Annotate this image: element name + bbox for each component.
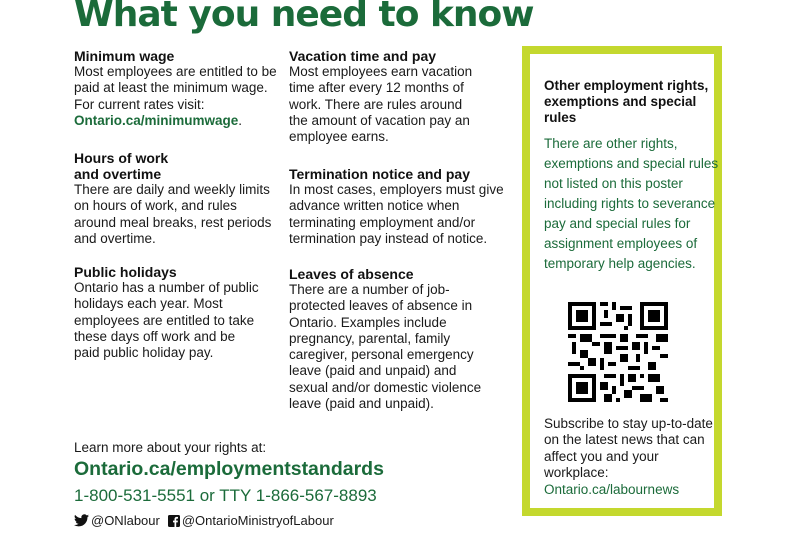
twitter-link[interactable] bbox=[74, 513, 160, 528]
page-title: What you need to know bbox=[74, 0, 534, 35]
section-body: There are daily and weekly limits on hours of work, and rules around meal breaks, rest periods and overtime. bbox=[74, 182, 272, 246]
section-body: There are a number of job-protected leaves of absence in Ontario. Examples include pregnancy, parental, family caregiver, personal emergency leave (paid and unpaid) and sexual and/or domestic violence leave (paid and unpaid). bbox=[289, 282, 482, 412]
section-body: In most cases, employers must give advance written notice when terminating employment and/or termination pay instead of notice. bbox=[289, 182, 504, 246]
section-body: Ontario has a number of public holidays each year. Most employees are entitled to take these days off work and be paid public holiday pay. bbox=[74, 280, 259, 361]
section-minimum-wage bbox=[74, 48, 279, 129]
section-body: Most employees earn vacation time after every 12 months of work. There are rules around the amount of vacation pay an employee earns. bbox=[289, 64, 473, 145]
sidebar-heading: Other employment rights, exemptions and special rules bbox=[544, 78, 709, 125]
section-hours-of-work bbox=[74, 150, 274, 247]
section-heading: Minimum wage bbox=[74, 48, 175, 64]
section-termination bbox=[289, 166, 509, 247]
section-body: Most employees are entitled to be paid at least the minimum wage. For current rates visit: Ontario.ca/minimumwage. bbox=[74, 64, 277, 128]
social-links bbox=[74, 513, 342, 528]
sidebar-green-text: There are other rights, exemptions and special rules not listed on this poster including rights to severance pay and special rules for assignment employees of temporary help agencies. bbox=[544, 136, 719, 271]
section-vacation bbox=[289, 48, 479, 145]
section-heading: Termination notice and pay bbox=[289, 166, 470, 182]
labour-news-link[interactable]: Ontario.ca/labournews bbox=[544, 482, 680, 497]
qr-code[interactable] bbox=[568, 302, 668, 402]
minimum-wage-link[interactable]: Ontario.ca/minimumwage bbox=[74, 112, 239, 128]
section-public-holidays bbox=[74, 264, 264, 361]
facebook-handle: @OntarioMinistryofLabour bbox=[181, 513, 334, 528]
section-heading: Public holidays bbox=[74, 264, 177, 280]
section-leaves bbox=[289, 266, 499, 412]
twitter-icon bbox=[74, 514, 89, 527]
learn-more-text: Learn more about your rights at: bbox=[74, 440, 267, 455]
facebook-link[interactable] bbox=[168, 513, 334, 528]
section-heading: Leaves of absence bbox=[289, 266, 414, 282]
sidebar-box bbox=[522, 46, 722, 516]
employment-standards-link[interactable]: Ontario.ca/employmentstandards bbox=[74, 458, 384, 480]
subscribe-text: Subscribe to stay up-to-date on the latest news that can affect you and your workplace: bbox=[544, 416, 713, 480]
phone-numbers: 1-800-531-5551 or TTY 1-866-567-8893 bbox=[74, 486, 377, 505]
section-heading: Hours of work and overtime bbox=[74, 150, 169, 182]
section-heading: Vacation time and pay bbox=[289, 48, 437, 64]
facebook-icon bbox=[168, 515, 180, 527]
twitter-handle: @ONlabour bbox=[91, 513, 160, 528]
